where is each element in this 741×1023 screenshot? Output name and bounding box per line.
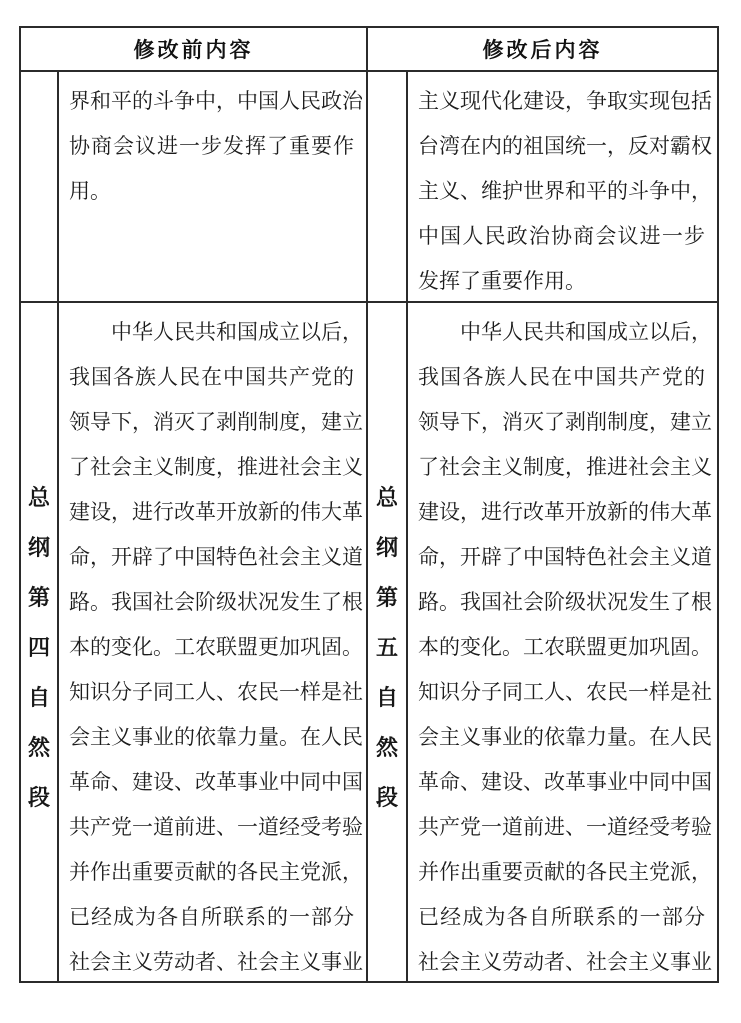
text-line: 社会主义劳动者、社会主义事业	[69, 950, 363, 974]
text-line: 领导下，消灭了剥削制度，建立	[418, 410, 712, 434]
text-line: 建设，进行改革开放新的伟大革	[69, 500, 363, 524]
text-line: 本的变化。工农联盟更加巩固。	[69, 635, 363, 659]
row2-before-text-cell	[59, 303, 368, 981]
label-char: 纲	[375, 535, 398, 560]
text-line: 已经成为各自所联系的一部分	[418, 905, 705, 929]
row2-after-label-cell	[368, 303, 408, 981]
label-char: 然	[27, 735, 50, 760]
row1-before-label-cell	[21, 72, 59, 303]
label-char: 第	[375, 585, 398, 610]
text-line: 中华人民共和国成立以后，	[460, 320, 712, 344]
text-line: 知识分子同工人、农民一样是社	[418, 680, 712, 704]
text-line: 并作出重要贡献的各民主党派，	[418, 860, 712, 884]
text-line: 用。	[69, 179, 111, 203]
header-before-content: 修改前内容	[21, 28, 368, 72]
label-char: 总	[375, 485, 398, 510]
text-line: 台湾在内的祖国统一，反对霸权	[418, 134, 712, 158]
text-line: 中国人民政治协商会议进一步	[418, 224, 705, 248]
label-char: 然	[375, 735, 398, 760]
text-line: 知识分子同工人、农民一样是社	[69, 680, 363, 704]
row2-after-text-cell	[408, 303, 717, 981]
text-line: 会主义事业的依靠力量。在人民	[418, 725, 712, 749]
text-line: 领导下，消灭了剥削制度，建立	[69, 410, 363, 434]
label-char: 自	[375, 685, 398, 710]
text-line: 界和平的斗争中，中国人民政治	[69, 89, 363, 113]
text-line: 了社会主义制度，推进社会主义	[418, 455, 712, 479]
label-char: 第	[27, 585, 50, 610]
label-char: 四	[27, 635, 50, 660]
label-char: 总	[27, 485, 50, 510]
text-line: 中华人民共和国成立以后，	[111, 320, 363, 344]
text-line: 本的变化。工农联盟更加巩固。	[418, 635, 712, 659]
text-line: 革命、建设、改革事业中同中国	[69, 770, 363, 794]
label-char: 五	[375, 635, 398, 660]
text-line: 路。我国社会阶级状况发生了根	[69, 590, 363, 614]
text-line: 共产党一道前进、一道经受考验	[69, 815, 363, 839]
text-line: 命，开辟了中国特色社会主义道	[418, 545, 712, 569]
text-line: 命，开辟了中国特色社会主义道	[69, 545, 363, 569]
row2-before-label-cell	[21, 303, 59, 981]
text-line: 协商会议进一步发挥了重要作	[69, 134, 354, 158]
text-line: 社会主义劳动者、社会主义事业	[418, 950, 712, 974]
text-line: 主义现代化建设，争取实现包括	[418, 89, 712, 113]
text-line: 共产党一道前进、一道经受考验	[418, 815, 712, 839]
row1-after-text-cell	[408, 72, 717, 303]
text-line: 已经成为各自所联系的一部分	[69, 905, 354, 929]
header-after-content: 修改后内容	[368, 28, 717, 72]
text-line: 路。我国社会阶级状况发生了根	[418, 590, 712, 614]
label-char: 自	[27, 685, 50, 710]
row1-after-label-cell	[368, 72, 408, 303]
text-line: 会主义事业的依靠力量。在人民	[69, 725, 363, 749]
text-line: 革命、建设、改革事业中同中国	[418, 770, 712, 794]
label-char: 纲	[27, 535, 50, 560]
amendment-comparison-table	[19, 26, 719, 983]
label-char: 段	[375, 785, 398, 810]
text-line: 了社会主义制度，推进社会主义	[69, 455, 363, 479]
label-char: 段	[27, 785, 50, 810]
text-line: 并作出重要贡献的各民主党派，	[69, 860, 363, 884]
text-line: 我国各族人民在中国共产党的	[418, 365, 705, 389]
text-line: 主义、维护世界和平的斗争中，	[418, 179, 712, 203]
row1-before-text-cell	[59, 72, 368, 303]
text-line: 我国各族人民在中国共产党的	[69, 365, 354, 389]
text-line: 发挥了重要作用。	[418, 269, 586, 293]
text-line: 建设，进行改革开放新的伟大革	[418, 500, 712, 524]
